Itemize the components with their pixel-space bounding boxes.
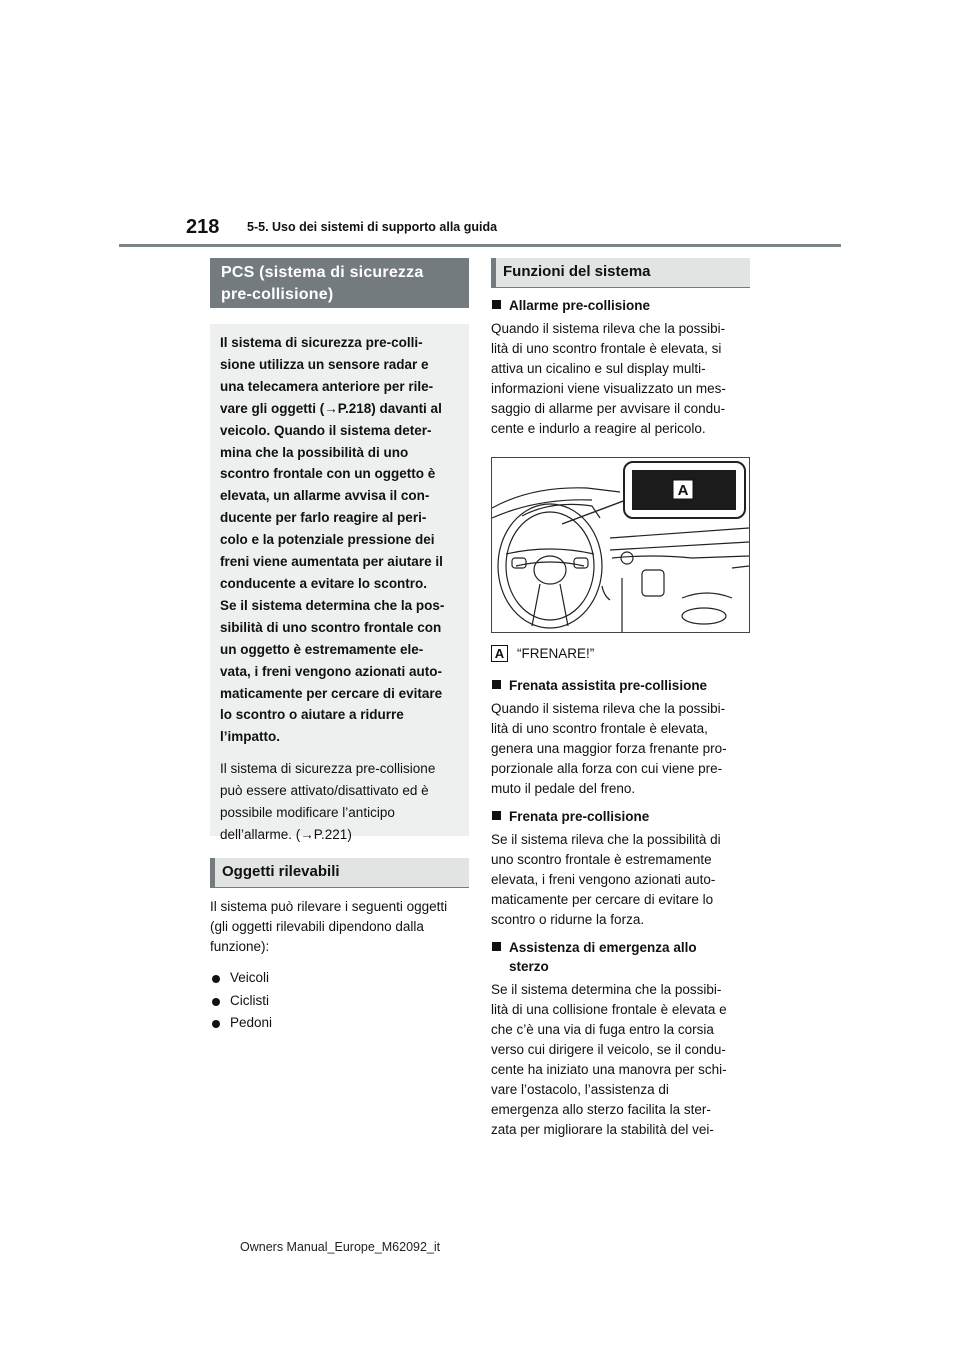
text-line: lo scontro o aiutare a ridurre	[220, 707, 404, 723]
text-line: possibile modificare l’anticipo	[220, 805, 395, 821]
figure-label: A	[677, 482, 689, 499]
square-bullet-icon	[492, 680, 501, 689]
text-line: scontro o ridurne la forza.	[491, 912, 645, 927]
square-bullet-icon	[492, 300, 501, 309]
square-bullet-icon	[492, 811, 501, 820]
item-title	[491, 807, 750, 826]
funzioni-section-heading: Funzioni del sistema	[491, 258, 750, 288]
item-allarme	[491, 296, 750, 439]
chapter-title: 5-5. Uso dei sistemi di supporto alla guida	[247, 220, 498, 234]
text-line: colo e la potenziale pressione dei	[220, 532, 435, 548]
item-assistenza-sterzo	[491, 938, 750, 1140]
item-frenata-pre-collisione	[491, 807, 750, 930]
bullet-icon	[212, 998, 220, 1006]
oggetti-intro	[210, 897, 469, 957]
footer-text: Owners Manual_Europe_M62092_it	[240, 1240, 441, 1254]
text-line: uno scontro frontale è estremamente	[491, 852, 712, 867]
item-title	[491, 296, 750, 315]
text-line: mina che la possibilità di uno	[220, 444, 409, 460]
text-line: muto il pedale del freno.	[491, 781, 636, 796]
text-line: informazioni viene visualizzato un mes-	[491, 381, 726, 396]
item-body	[491, 830, 750, 930]
text-line: Il sistema può rilevare i seguenti oggetti	[210, 899, 448, 914]
text-line: genera una maggior forza frenante pro-	[491, 741, 727, 756]
text-line: maticamente per cercare di evitare	[220, 685, 443, 701]
item-title-text: Allarme pre-collisione	[509, 298, 651, 313]
bullet-icon	[212, 1020, 220, 1028]
text-line: vare gli oggetti (→P.218) davanti al	[220, 400, 442, 416]
text-line: (gli oggetti rilevabili dipendono dalla	[210, 919, 424, 934]
list-item-label: Pedoni	[230, 1015, 273, 1031]
item-title-text: Frenata assistita pre-collisione	[509, 678, 708, 693]
item-title-text: Assistenza di emergenza allo	[509, 940, 697, 955]
list-item-label: Veicoli	[230, 970, 270, 985]
item-title	[491, 676, 750, 695]
list-item	[212, 1012, 469, 1035]
text-line: maticamente per cercare di evitare lo	[491, 892, 714, 907]
item-title-text: sterzo	[509, 959, 549, 974]
text-line: cente ha iniziato una manovra per schi-	[491, 1062, 727, 1077]
text-line: funzione):	[210, 939, 270, 954]
text-line: vare l’ostacolo, l’assistenza di	[491, 1082, 669, 1097]
text-line: lità di uno scontro frontale è elevata,	[491, 721, 708, 736]
text-line: Se il sistema determina che la possibi-	[491, 982, 722, 997]
item-body	[491, 980, 750, 1140]
item-title	[491, 938, 750, 976]
dashboard-illustration	[491, 457, 750, 633]
text-line: ducente per farlo reagire al peri-	[220, 510, 427, 526]
page-number: 218	[186, 216, 220, 238]
text-line: vata, i freni vengono azionati auto-	[220, 663, 443, 679]
pcs-heading-line-2: pre-collisione)	[221, 286, 334, 303]
pcs-info-box	[210, 324, 469, 842]
text-line: veicolo. Quando il sistema deter-	[220, 422, 432, 438]
text-line: porzionale alla forza con cui viene pre-	[491, 761, 723, 776]
item-title-text: Frenata pre-collisione	[509, 809, 650, 824]
list-item-label: Ciclisti	[230, 992, 269, 1008]
text-line: Quando il sistema rileva che la possibi-	[491, 321, 726, 336]
callout-text: “FRENARE!”	[517, 646, 595, 661]
text-line: attiva un cicalino e sul display multi-	[491, 361, 706, 376]
dashboard-drawing	[492, 458, 749, 632]
text-line: cente e indurlo a reagire al pericolo.	[491, 421, 706, 436]
text-line: lità di una collisione frontale è elevata e	[491, 1002, 727, 1017]
bullet-icon	[212, 975, 220, 983]
text-line: può essere attivato/disattivato ed è	[220, 783, 429, 799]
pcs-intro-bold	[220, 332, 459, 748]
left-column	[210, 258, 469, 1035]
list-item	[212, 990, 469, 1013]
text-line: zata per migliorare la stabilità del vei-	[491, 1122, 714, 1137]
text-line: che c’è una via di fuga entro la corsia	[491, 1022, 714, 1037]
pcs-intro-note	[220, 758, 459, 846]
item-body	[491, 319, 750, 439]
text-line: dell’allarme. (→P.221)	[220, 826, 352, 842]
text-line: l’impatto.	[220, 729, 280, 745]
text-line: sione utilizza un sensore radar e	[220, 356, 429, 372]
callout-marker: A	[491, 645, 508, 662]
text-line: elevata, i freni vengono azionati auto-	[491, 872, 716, 887]
item-body	[491, 699, 750, 799]
detectable-objects-list	[210, 967, 469, 1035]
text-line: Il sistema di sicurezza pre-collisione	[220, 761, 436, 777]
text-line: freni viene aumentata per aiutare il	[220, 554, 443, 570]
list-item	[212, 967, 469, 990]
callout-legend	[491, 645, 750, 662]
item-frenata-assistita	[491, 676, 750, 799]
text-line: una telecamera anteriore per rile-	[220, 378, 434, 394]
text-line: emergenza allo sterzo facilita la ster-	[491, 1102, 711, 1117]
text-line: Se il sistema rileva che la possibilità di	[491, 832, 721, 847]
text-line: Il sistema di sicurezza pre-colli-	[220, 335, 423, 350]
text-line: conducente a evitare lo scontro.	[220, 575, 428, 591]
text-line: scontro frontale con un oggetto è	[220, 466, 436, 482]
pcs-section-heading	[210, 258, 469, 308]
text-line: Quando il sistema rileva che la possibi-	[491, 701, 726, 716]
text-line: un oggetto è estremamente ele-	[220, 641, 424, 657]
text-line: elevata, un allarme avvisa il con-	[220, 488, 430, 504]
text-line: saggio di allarme per avvisare il condu-	[491, 401, 726, 416]
text-line: verso cui dirigere il veicolo, se il condu-	[491, 1042, 726, 1057]
pcs-heading-line-1: PCS (sistema di sicurezza	[221, 264, 424, 281]
right-column	[491, 258, 750, 1140]
text-line: lità di uno scontro frontale è elevata, si	[491, 341, 722, 356]
header-rule	[119, 244, 841, 247]
text-line: sibilità di uno scontro frontale con	[220, 619, 442, 635]
oggetti-section-heading: Oggetti rilevabili	[210, 858, 469, 888]
square-bullet-icon	[492, 942, 501, 951]
text-line: Se il sistema determina che la pos-	[220, 597, 445, 613]
